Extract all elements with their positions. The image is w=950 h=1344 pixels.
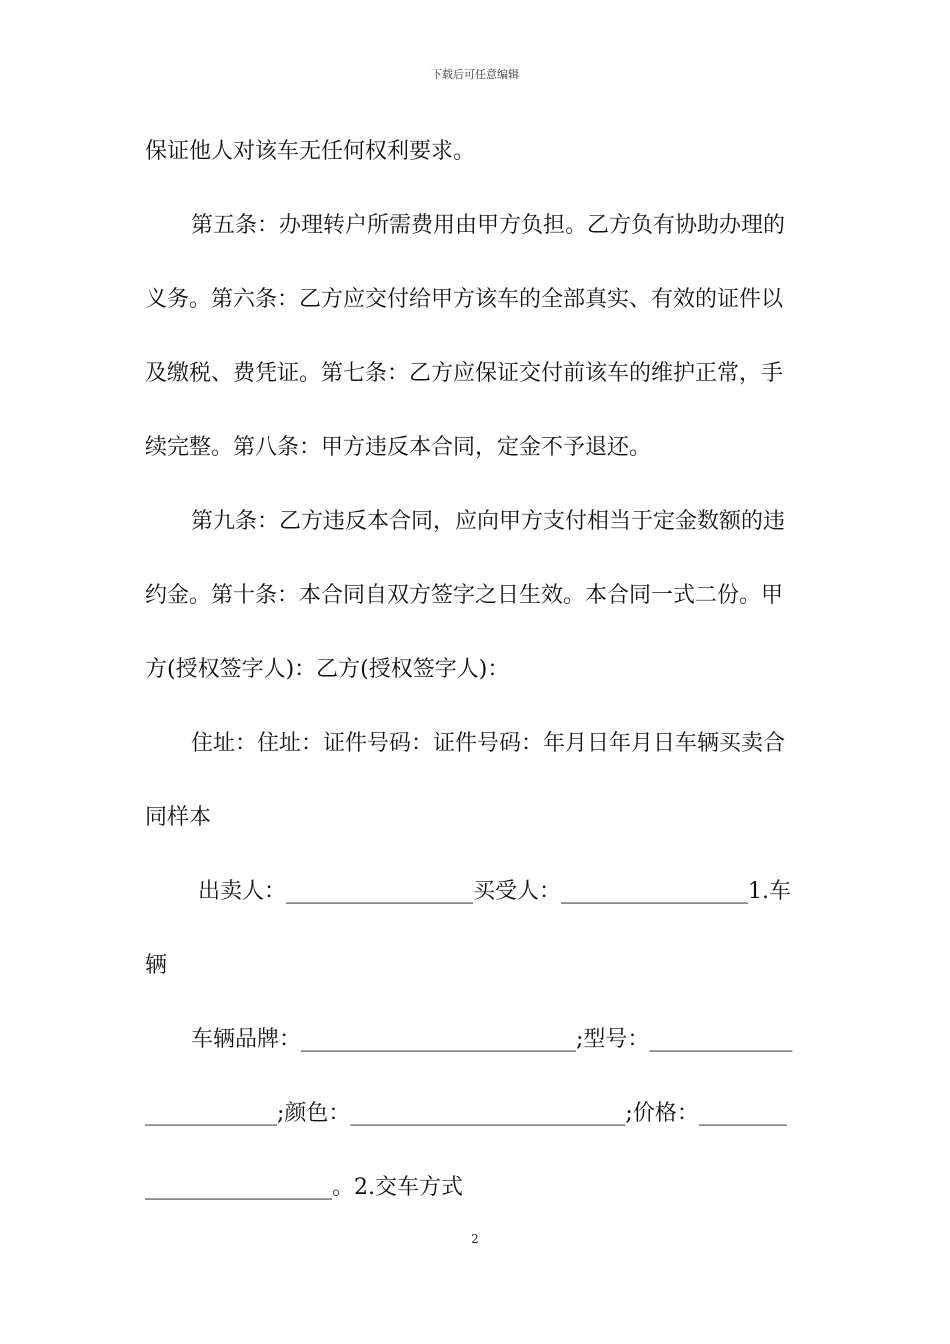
text-line: 及缴税、费凭证。第七条：乙方应保证交付前该车的维护正常，手: [145, 361, 784, 386]
text-line: _________________。2.交车方式: [145, 1175, 463, 1200]
text-line: 第九条：乙方违反本合同，应向甲方支付相当于定金数额的违: [191, 509, 786, 534]
text-line: 出卖人：_________________买受人：_________________1.车: [191, 879, 791, 904]
text-line: 第五条：办理转户所需费用由甲方负担。乙方负有协助办理的: [191, 213, 786, 238]
page-number: 2: [471, 1232, 479, 1246]
text-line: 车辆品牌：_________________________;型号：_____________: [191, 1027, 793, 1052]
page-header: 下载后可任意编辑: [431, 68, 519, 81]
text-line: ____________;颜色：_________________________;价格：________: [145, 1101, 787, 1126]
text-line: 方(授权签字人)：乙方(授权签字人)：: [145, 657, 510, 682]
text-line: 辆: [145, 953, 168, 978]
document-body: [145, 128, 807, 1238]
text-line: 保证他人对该车无任何权利要求。: [145, 139, 476, 164]
text-line: 续完整。第八条：甲方违反本合同，定金不予退还。: [145, 435, 652, 460]
text-line: 义务。第六条：乙方应交付给甲方该车的全部真实、有效的证件以: [145, 287, 784, 312]
text-line: 约金。第十条：本合同自双方签字之日生效。本合同一式二份。甲: [145, 583, 784, 608]
text-line: 住址：住址：证件号码：证件号码：年月日年月日车辆买卖合: [191, 731, 786, 756]
text-line: 同样本: [145, 805, 212, 830]
